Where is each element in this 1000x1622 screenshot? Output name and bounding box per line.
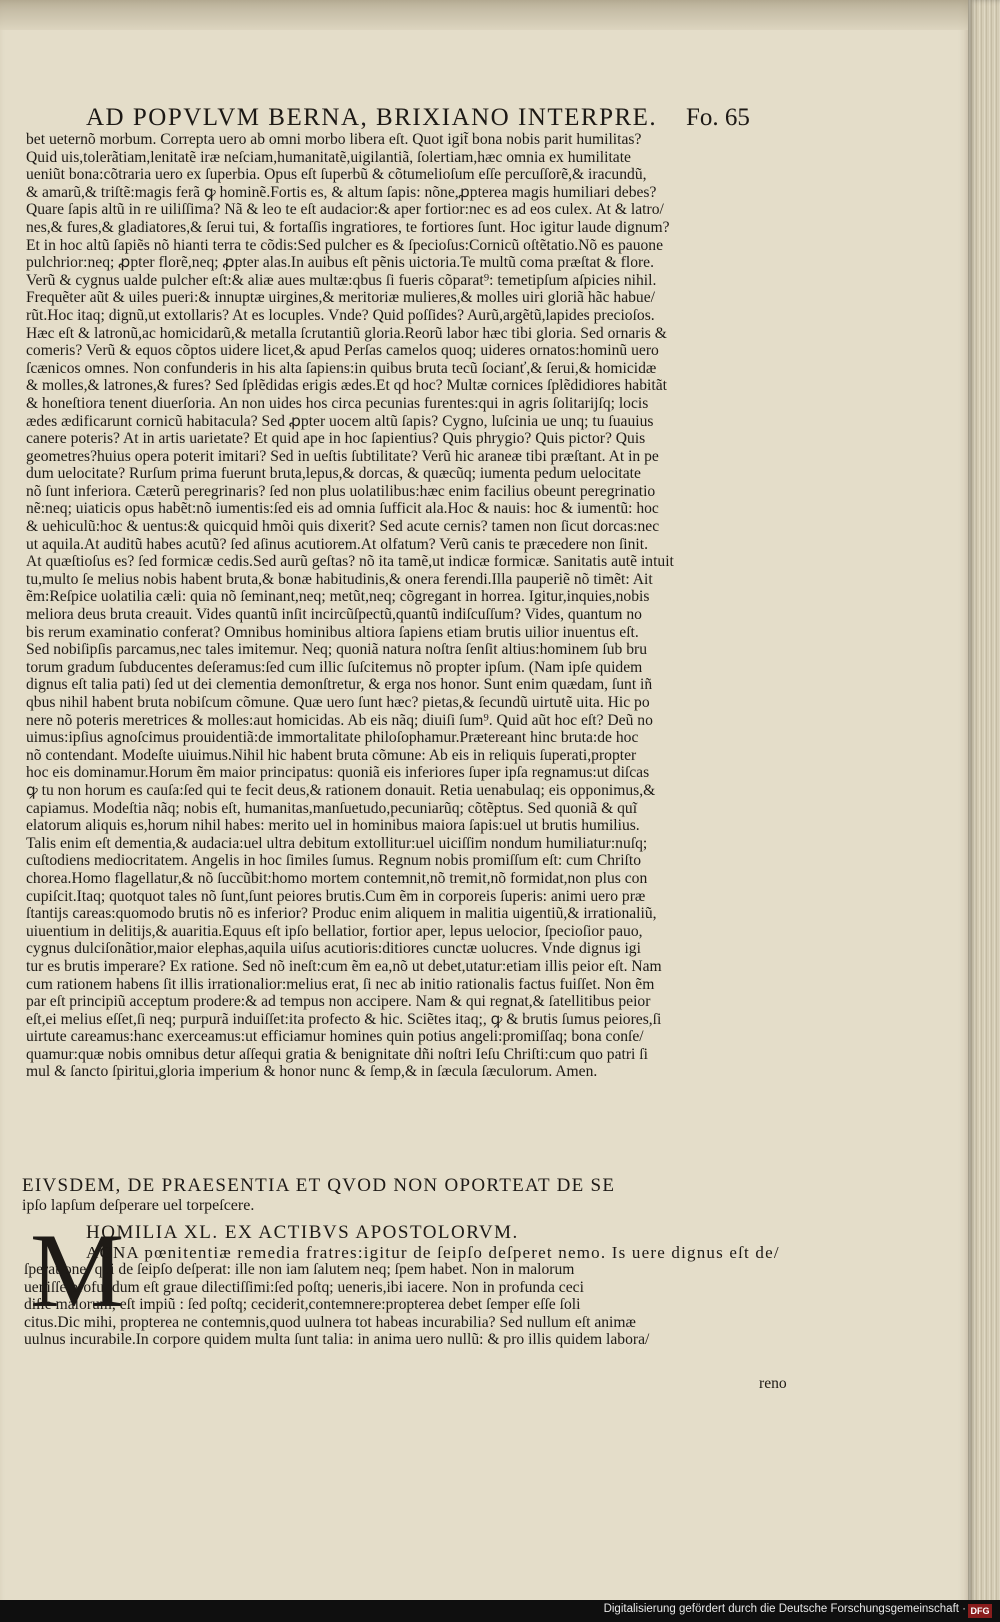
text-line: nere nõ poteris meretrices & molles:aut homicidas. Ab eis nãq; diuiſi ſum⁹. Quid aũt hoc eſt? Deũ no <box>26 711 653 729</box>
text-line: canere poteris? At in artis uarietate? Et quid ape in hoc ſapientius? Quis phrygio? Quis pictor? Quis <box>26 430 646 448</box>
text-line: diſſe malorum, eſt impiũ : ſed poſtq; ceciderit,contemnere:propterea debet ſemper eſſe ſoli <box>24 1296 581 1314</box>
text-line: rũt.Hoc itaq; dignũ,ut extollaris? At es locuples. Vnde? Quid poſſides? Aurũ,argẽtũ,lapides precioſos. <box>26 306 655 324</box>
text-line: Quid uis,tolerãtiam,lenitatẽ iræ neſciam,humanitatẽ,uigilantiã, ſolertiam,hæc omnia ex humilitate <box>26 148 631 166</box>
section-title: EIVSDEM, DE PRAESENTIA ET QVOD NON OPORTEAT DE SE <box>22 1175 616 1196</box>
text-line: geometres?huius opera poterit imitari? Sed in ueſtis ſubtilitate? Verũ hic araneæ tibi præſtant. At in pe <box>26 447 659 465</box>
dfg-logo: DFG <box>968 1604 992 1618</box>
text-line: bis rerum examinatio conferat? Omnibus hominibus altiora ſapiens etiam brutis uilior inuentus eſt. <box>26 623 639 641</box>
text-line: nõ contendant. Modeſte uiuimus.Nihil hic habent bruta cõmune: Ab eis in reliquis ſuperati,propter <box>26 746 637 764</box>
text-line: eſt,ei melius eſſet,ſi neq; purpurã induiſſet:ita profecto & hic. Sciẽtes itaq;, ꝙ & brutis ſumus peiores,ſi <box>26 1010 662 1028</box>
text-line: hoc eis dominamur.Horum ẽm maior principatus: quoniã eis inferiores ſuper ipſa regnamus:ut diſcas <box>26 764 650 782</box>
footer-credit: Digitalisierung gefördert durch die Deutsche Forschungsgemeinschaft · <box>603 1603 966 1615</box>
text-line: ueniũt bona:cõtraria uero ex ſuperbia. Opus eſt ſuperbũ & cõtumelioſum eſſe percuſſorẽ,& iracundũ, <box>26 166 647 184</box>
text-line: Talis enim eſt dementia,& audacia:uel ultra debitum extollitur:uel uiciſſim nondum humiliatur:nuſq; <box>26 834 648 852</box>
text-line: uiuentium in delitijs,& auaritia.Equus eſt ipſo bellatior, fortior aper, lepus uelocior, ſpecioſior pauo, <box>26 922 643 940</box>
text-line: cygnus dulciſonãtior,maior elephas,aquila uiſus acutioris:ditiores cunctæ uolucres. Vnde dignus igi <box>26 940 641 958</box>
text-line: Verũ & cygnus ualde pulcher eſt:& aliæ aues multæ:qbus ſi fueris cõparat⁹: temetipſum aſpicies nihil. <box>26 271 657 289</box>
text-line: cum rationem habens ſit illis irrationalior:melius erat, ſi nec ab initio rationalis factus fuiſſet. Non ẽm <box>26 975 655 993</box>
main-text-block <box>26 131 806 1081</box>
running-head: AD POPVLVM BERNA, BRIXIANO INTERPRE. <box>86 104 658 131</box>
text-line: uulnus incurabile.In corpore quidem multa ſunt talia: in anima uero nullũ: & pro illis quidem labora/ <box>24 1331 650 1349</box>
text-line: elatorum aliquis es,horum nihil habes: merito uel in hominibus maiora ſapis:uel ut brutis humilius. <box>26 817 640 835</box>
text-line: nes,& fures,& gladiatores,& ſerui tui, & fortaſſis ingratiores, te fortiores ſunt. Hoc igitur laude dignum? <box>26 218 670 236</box>
text-line: ſtantijs careas:quomodo brutis nõ es inferior? Produc enim aliquem in malitia uigentiũ,& irrationaliũ, <box>26 905 657 923</box>
text-line: uirtute careamus:hanc exerceamus:ut efficiamur homines quin potius angeli:promiſſaq; bona conſe/ <box>26 1028 644 1046</box>
folio-number: Fo. 65 <box>686 104 750 131</box>
text-line: cuſtodiens mediocritatem. Angelis in hoc ſimiles ſumus. Regnum nobis promiſſum eſt: cum Chriſto <box>26 852 642 870</box>
text-line: Quare ſapis altũ in re uiliſſima? Nã & leo te eſt audacior:& aper fortior:nec es ad eos culex. At & latro/ <box>26 201 664 219</box>
text-line: & uehiculũ:hoc & uentus:& quicquid hmõi quis dixerit? Sed acute cernis? tamen non ſicut dorcas:nec <box>26 518 660 536</box>
book-page-edges <box>968 0 1000 1622</box>
text-line: dum uelocitate? Rurſum prima fuerunt bruta,lepus,& dorcas, & quæcũq; iumenta pedum uelocitate <box>26 465 641 483</box>
text-line: Sed nobiſipſis parcamus,nec tales imitemur. Neq; quoniã natura noſtra ſenſit altius:hominem ſub bru <box>26 641 648 659</box>
text-line: & honeſtiora tenent diuerſoria. An non uides hos circa pecunias furentes:qui in agris ſolitarijſq; locis <box>26 394 649 412</box>
text-line: nẽ:neq; uiaticis opus habẽt:nõ iumentis:ſed eis ad omnia ſufficit ala.Hoc & nauis: hoc & iumentũ: hoc <box>26 500 659 518</box>
text-line: qbus nihil habent bruta nobiſcum cõmune. Quæ uero ſunt hæc? pietas,& ſecundũ uirtutẽ uita. Hic po <box>26 694 650 711</box>
text-line: uimus:ipſius agnoſcimus prouidentiã:de immortalitate philoſophamur.Prætereant hinc bruta:de hoc <box>26 729 639 747</box>
text-line: ſperatione: qui de ſeipſo deſperat: ille non iam ſalutem neq; ſpem habet. Non in malorum <box>24 1261 575 1278</box>
text-line: citus.Dic mihi, propterea ne contemnis,quod uulnera tot habeas incurabilia? Sed nullum eſt animæ <box>24 1313 636 1331</box>
text-line: tu,multo ſe melius nobis habent bruta,& bonæ habitudinis,& onera ferendi.Illa pauperiẽ nõ timẽt: Ait <box>26 570 653 588</box>
text-line: Frequẽter aũt & uiles pueri:& innuptæ uirgines,& meritoriæ mulieres,& molles uiri gloriã hãc habue/ <box>26 289 655 307</box>
catchword: reno <box>759 1375 787 1392</box>
text-line: quamur:quæ nobis omnibus detur aſſequi gratia & benignitate dñi noſtri Ieſu Chriſti:cum quo patri ſi <box>26 1045 648 1063</box>
text-line: & molles,& latrones,& fures? Sed ſplẽdidas erigis ædes.Et qd hoc? Multæ cornices ſplẽdidiores habitãt <box>26 377 667 395</box>
text-line: par eſt principiũ acceptum prodere:& ad tempus non accipere. Nam & qui regnat,& ſatellitibus peior <box>26 993 651 1011</box>
text-line: nõ ſunt inferiora. Cæterũ peregrinaris? ſed non plus uolatilibus:hæc enim facilius obeunt peregrinatio <box>26 482 656 500</box>
text-line: & amarũ,& triſtẽ:magis ferã ꝙ hominẽ.Fortis es, & altum ſapis: nõne,ꝓpterea magis humiliari debes? <box>26 183 657 201</box>
text-line: ueniſſe profundum eſt graue dilectiſſimi:ſed poſtq; ueneris,ibi iacere. Non in profunda ceci <box>24 1278 584 1296</box>
text-line: Et in hoc altũ ſapiẽs nõ hianti terra te cõdis:Sed pulcher es & ſpecioſus:Cornicũ oſtẽtatio.Nõ es pauone <box>26 236 664 254</box>
page-top-shadow <box>0 0 1000 30</box>
text-line: cupiſcit.Itaq; quotquot tales nõ ſunt,ſunt peiores brutis.Cum ẽm in corporeis ſuperis: animi uero præ <box>26 887 646 905</box>
incipit-line: AGNA pœnitentiæ remedia fratres:igitur de ſeipſo deſperet nemo. Is uere dignus eſt de/ <box>86 1243 780 1262</box>
text-line: pulchrior:neq; ꝓpter florẽ,neq; ꝓpter alas.In auibus eſt pẽnis uictoria.Te multũ coma præſtat & flore. <box>26 254 654 272</box>
text-line: ut aquila.At auditũ habes acutũ? ſed aſinus acutiorem.At olfatum? Verũ canis te præcedere non ſinit. <box>26 535 648 553</box>
text-line: torum gradum ſubducentes deſeramus:ſed cum illic ſuſcitemus nõ propter ipſum. (Nam ipſe quidem <box>26 658 643 676</box>
text-line: ædes ædificarunt cornicũ habitacula? Sed ꝓpter uocem altũ ſapis? Cygno, luſcinia ue unq; tu ſuauius <box>26 412 654 430</box>
text-line: Hæc eſt & latronũ,ac homicidarũ,& metalla ſcrutantiũ gloria.Reorũ labor hæc tibi gloria. Sed ornaris & <box>26 324 667 342</box>
initial-letter: M <box>30 1212 125 1329</box>
section-subtitle: ipſo lapſum deſperare uel torpeſcere. <box>22 1197 255 1214</box>
text-line: At quæſtioſus es? ſed formicæ cedis.Sed aurũ geſtas? nõ ita tamẽ,ut indicæ formicæ. Sanitatis autẽ intuit <box>26 553 674 571</box>
text-line: ꝙ tu non horum es cauſa:ſed qui te fecit deus,& rationem donauit. Retia uenabulaq; eis opponimus,& <box>26 781 656 799</box>
text-line: mul & ſancto ſpiritui,gloria imperium & honor nunc & ſemp,& in ſæcula ſæculorum. Amen. <box>26 1063 598 1081</box>
text-line: ſcænicos omnes. Non confunderis in his alta ſapiens:in quibus bruta tecũ ſocianť,& ſerui,& homicidæ <box>26 359 657 377</box>
text-line: chorea.Homo flagellatur,& nõ ſuccũbit:homo mortem contemnit,nõ tremit,nõ formidat,non plus con <box>26 869 648 887</box>
text-line: comeris? Verũ & equos cõptos uidere licet,& apud Perſas camelos quoq; uideres ornatos:hominũ uero <box>26 342 659 360</box>
text-line: bet ueternõ morbum. Correpta uero ab omni morbo libera eſt. Quot igit̃ bona nobis parit humilitas? <box>26 131 642 148</box>
text-line: dignus eſt talia pati) ſed ut dei clementia demonſtretur, & erga nos honor. Sunt enim quædam, ſunt iñ <box>26 676 653 694</box>
text-line: tur es brutis imperare? Ex ratione. Sed nõ ineſt:cum ẽm ea,nõ ut debet,utatur:etiam illis peior eſt. Nam <box>26 957 662 975</box>
digitization-footer <box>0 1600 1000 1622</box>
homily-text-block <box>24 1261 804 1349</box>
text-line: meliora deus bruta creauit. Vides quantũ inſit incircũſpectũ,quantũ indiſcuſſum? Vides, quantum no <box>26 606 642 624</box>
text-line: capiamus. Modeſtia nãq; nobis eſt, humanitas,manſuetudo,pecuniarũq; cõtẽptus. Sed quoniã & quĩ <box>26 799 638 817</box>
homilia-heading: HOMILIA XL. EX ACTIBVS APOSTOLORVM. <box>86 1222 519 1243</box>
text-line: ẽm:Reſpice uolatilia cæli: quia nõ ſeminant,neq; metũt,neq; cõgregant in horrea. Igitur,inquies,nobis <box>26 588 650 606</box>
